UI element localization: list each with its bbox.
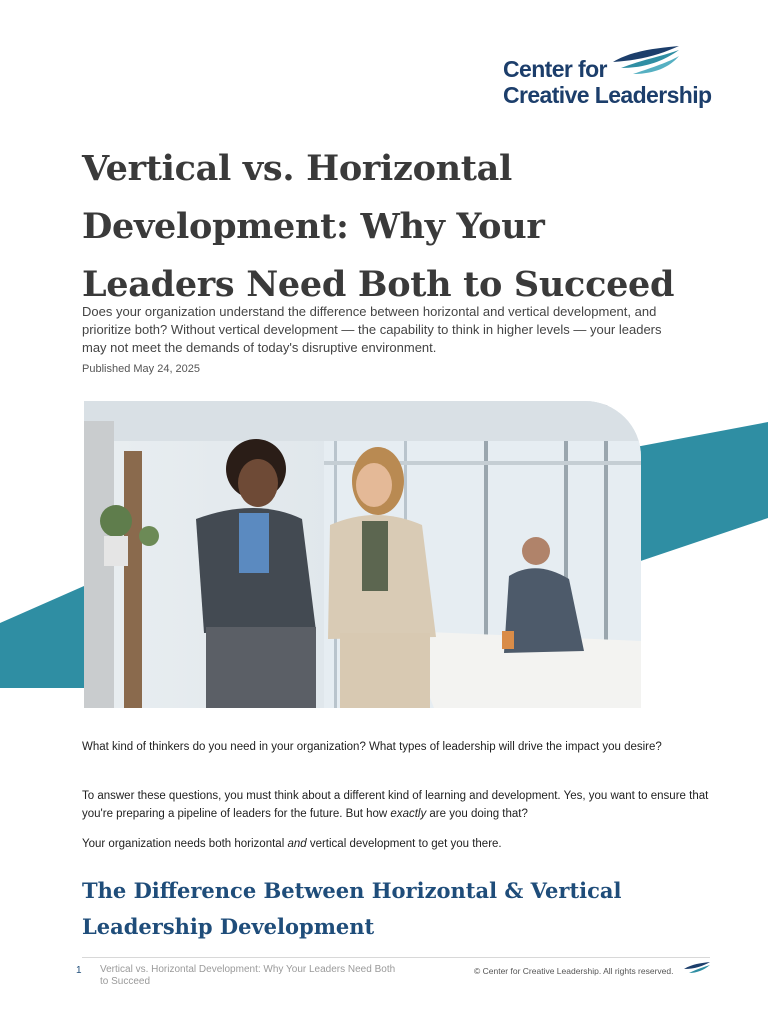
body-paragraph-3-end: vertical development to get you there.	[306, 838, 502, 850]
section-heading: The Difference Between Horizontal & Vertical Leadership Development	[82, 878, 622, 939]
published-date: Published May 24, 2025	[82, 363, 201, 375]
logo-line-2: Creative Leadership	[503, 82, 712, 108]
footer-copyright: © Center for Creative Leadership. All rights reserved.	[474, 966, 674, 976]
footer-divider	[82, 957, 710, 958]
hero-photo	[84, 401, 641, 708]
footer-document-title: Vertical vs. Horizontal Development: Why Your Leaders Need Both to Succeed	[100, 964, 396, 987]
body-paragraph-3-start: Your organization needs both horizontal	[82, 838, 288, 850]
body-paragraph-3-emphasis: and	[287, 838, 307, 850]
hero-section	[0, 398, 768, 710]
body-paragraph-2	[82, 787, 712, 823]
logo-wordmark	[503, 56, 711, 108]
page-title: Vertical vs. Horizontal Development: Why Your Leaders Need Both to Succeed	[82, 148, 675, 305]
body-paragraph-1: What kind of thinkers do you need in your organization? What types of leadership will drive the impact you desire?	[82, 741, 662, 753]
intro-paragraph: Does your organization understand the difference between horizontal and vertical development, and prioritize both? Without vertical development — the capability to think in higher levels — your leaders may not meet the demands of today's disruptive environment.	[82, 304, 662, 355]
body-paragraph-2-emphasis: exactly	[390, 808, 427, 820]
office-meeting-illustration	[84, 401, 641, 708]
page-number: 1	[76, 965, 82, 976]
body-paragraph-2-end: are you doing that?	[426, 808, 528, 820]
logo-line-1: Center for	[503, 56, 607, 82]
body-paragraph-2-start: To answer these questions, you must think about a different kind of learning and development. Yes, you want to ensure that you're preparing a pipeline of leaders for the future. But how	[82, 790, 709, 820]
footer-swoosh-icon	[683, 962, 711, 976]
ccl-logo	[503, 46, 733, 110]
body-paragraph-3	[82, 835, 712, 853]
